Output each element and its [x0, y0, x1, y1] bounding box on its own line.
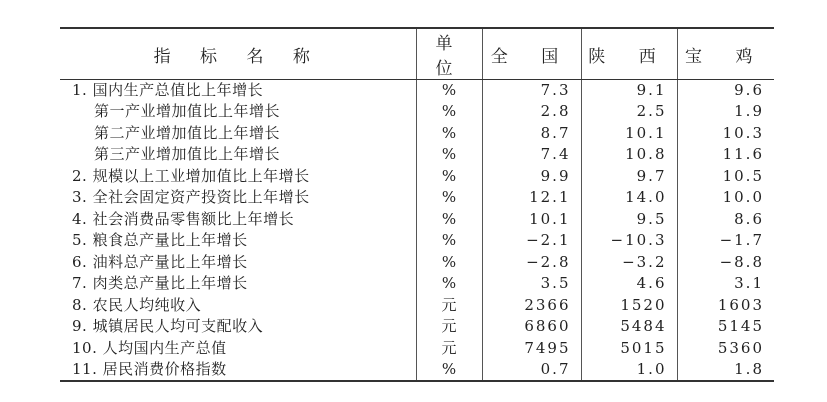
national-value-cell: 7495: [482, 338, 581, 360]
baoji-value-cell: −1.7: [677, 230, 774, 252]
national-value-cell: −2.8: [482, 252, 581, 274]
table-header-row: [60, 28, 774, 80]
statistics-table: [60, 27, 774, 382]
table-row: [60, 123, 774, 145]
baoji-value-cell: 10.0: [677, 187, 774, 209]
unit-cell: 元: [416, 316, 482, 338]
unit-cell: %: [416, 209, 482, 231]
baoji-value-cell: 1.9: [677, 101, 774, 123]
table-row: [60, 144, 774, 166]
indicator-name-cell: 第二产业增加值比上年增长: [94, 123, 281, 142]
table-row: [60, 166, 774, 188]
baoji-value-cell: 5360: [677, 338, 774, 360]
unit-cell: 元: [416, 295, 482, 317]
baoji-value-cell: 1.8: [677, 359, 774, 381]
indicator-name-cell: 7. 肉类总产量比上年增长: [72, 274, 248, 293]
baoji-value-cell: −8.8: [677, 252, 774, 274]
shaanxi-value-cell: 9.7: [581, 166, 677, 188]
indicator-name-cell: 6. 油料总产量比上年增长: [72, 252, 248, 271]
header-baoji: 宝 鸡: [677, 28, 774, 80]
table-row: [60, 359, 774, 381]
header-national: 全 国: [482, 28, 581, 80]
header-shaanxi: 陕 西: [581, 28, 677, 80]
national-value-cell: 12.1: [482, 187, 581, 209]
shaanxi-value-cell: 1520: [581, 295, 677, 317]
unit-cell: %: [416, 144, 482, 166]
unit-cell: %: [416, 359, 482, 381]
shaanxi-value-cell: 2.5: [581, 101, 677, 123]
indicator-name-cell: 9. 城镇居民人均可支配收入: [72, 317, 264, 336]
baoji-value-cell: 9.6: [677, 80, 774, 102]
national-value-cell: 7.4: [482, 144, 581, 166]
baoji-value-cell: 8.6: [677, 209, 774, 231]
indicator-name-cell: 8. 农民人均纯收入: [72, 295, 202, 314]
unit-cell: 元: [416, 338, 482, 360]
unit-cell: %: [416, 230, 482, 252]
indicator-name-cell: 4. 社会消费品零售额比上年增长: [72, 209, 295, 228]
table-row: [60, 338, 774, 360]
shaanxi-value-cell: 10.8: [581, 144, 677, 166]
indicator-name-cell: 2. 规模以上工业增加值比上年增长: [72, 166, 310, 185]
national-value-cell: 10.1: [482, 209, 581, 231]
table-row: [60, 187, 774, 209]
indicator-name-cell: 3. 全社会固定资产投资比上年增长: [72, 188, 310, 207]
shaanxi-value-cell: 4.6: [581, 273, 677, 295]
table-body: [60, 80, 774, 382]
table-row: [60, 230, 774, 252]
shaanxi-value-cell: 9.5: [581, 209, 677, 231]
shaanxi-value-cell: 9.1: [581, 80, 677, 102]
indicator-name-cell: 11. 居民消费价格指数: [60, 359, 416, 381]
national-value-cell: 8.7: [482, 123, 581, 145]
unit-cell: %: [416, 101, 482, 123]
header-indicator-name: 指 标 名 称: [60, 28, 416, 80]
shaanxi-value-cell: 10.1: [581, 123, 677, 145]
shaanxi-value-cell: −10.3: [581, 230, 677, 252]
shaanxi-value-cell: 14.0: [581, 187, 677, 209]
table-row: [60, 101, 774, 123]
unit-cell: %: [416, 80, 482, 102]
table-row: [60, 273, 774, 295]
table-row: [60, 209, 774, 231]
indicator-name-cell: 10. 人均国内生产总值: [72, 338, 227, 357]
unit-cell: %: [416, 273, 482, 295]
indicator-name-cell: 5. 粮食总产量比上年增长: [72, 231, 248, 250]
table-row: [60, 252, 774, 274]
baoji-value-cell: 1603: [677, 295, 774, 317]
table-row: [60, 295, 774, 317]
baoji-value-cell: 3.1: [677, 273, 774, 295]
table-row: [60, 316, 774, 338]
shaanxi-value-cell: 1.0: [581, 359, 677, 381]
national-value-cell: −2.1: [482, 230, 581, 252]
national-value-cell: 7.3: [482, 80, 581, 102]
indicator-name-cell: 1. 国内生产总值比上年增长: [72, 81, 264, 99]
header-unit: 单 位: [416, 28, 482, 80]
national-value-cell: 2.8: [482, 101, 581, 123]
baoji-value-cell: 10.3: [677, 123, 774, 145]
national-value-cell: 0.7: [482, 359, 581, 381]
shaanxi-value-cell: −3.2: [581, 252, 677, 274]
baoji-value-cell: 10.5: [677, 166, 774, 188]
indicator-name-cell: 第三产业增加值比上年增长: [94, 145, 281, 164]
unit-cell: %: [416, 187, 482, 209]
unit-cell: %: [416, 252, 482, 274]
shaanxi-value-cell: 5484: [581, 316, 677, 338]
national-value-cell: 9.9: [482, 166, 581, 188]
national-value-cell: 3.5: [482, 273, 581, 295]
unit-cell: %: [416, 166, 482, 188]
national-value-cell: 6860: [482, 316, 581, 338]
national-value-cell: 2366: [482, 295, 581, 317]
shaanxi-value-cell: 5015: [581, 338, 677, 360]
table-row: [60, 80, 774, 102]
baoji-value-cell: 11.6: [677, 144, 774, 166]
indicator-name-cell: 第一产业增加值比上年增长: [94, 102, 281, 121]
unit-cell: %: [416, 123, 482, 145]
baoji-value-cell: 5145: [677, 316, 774, 338]
